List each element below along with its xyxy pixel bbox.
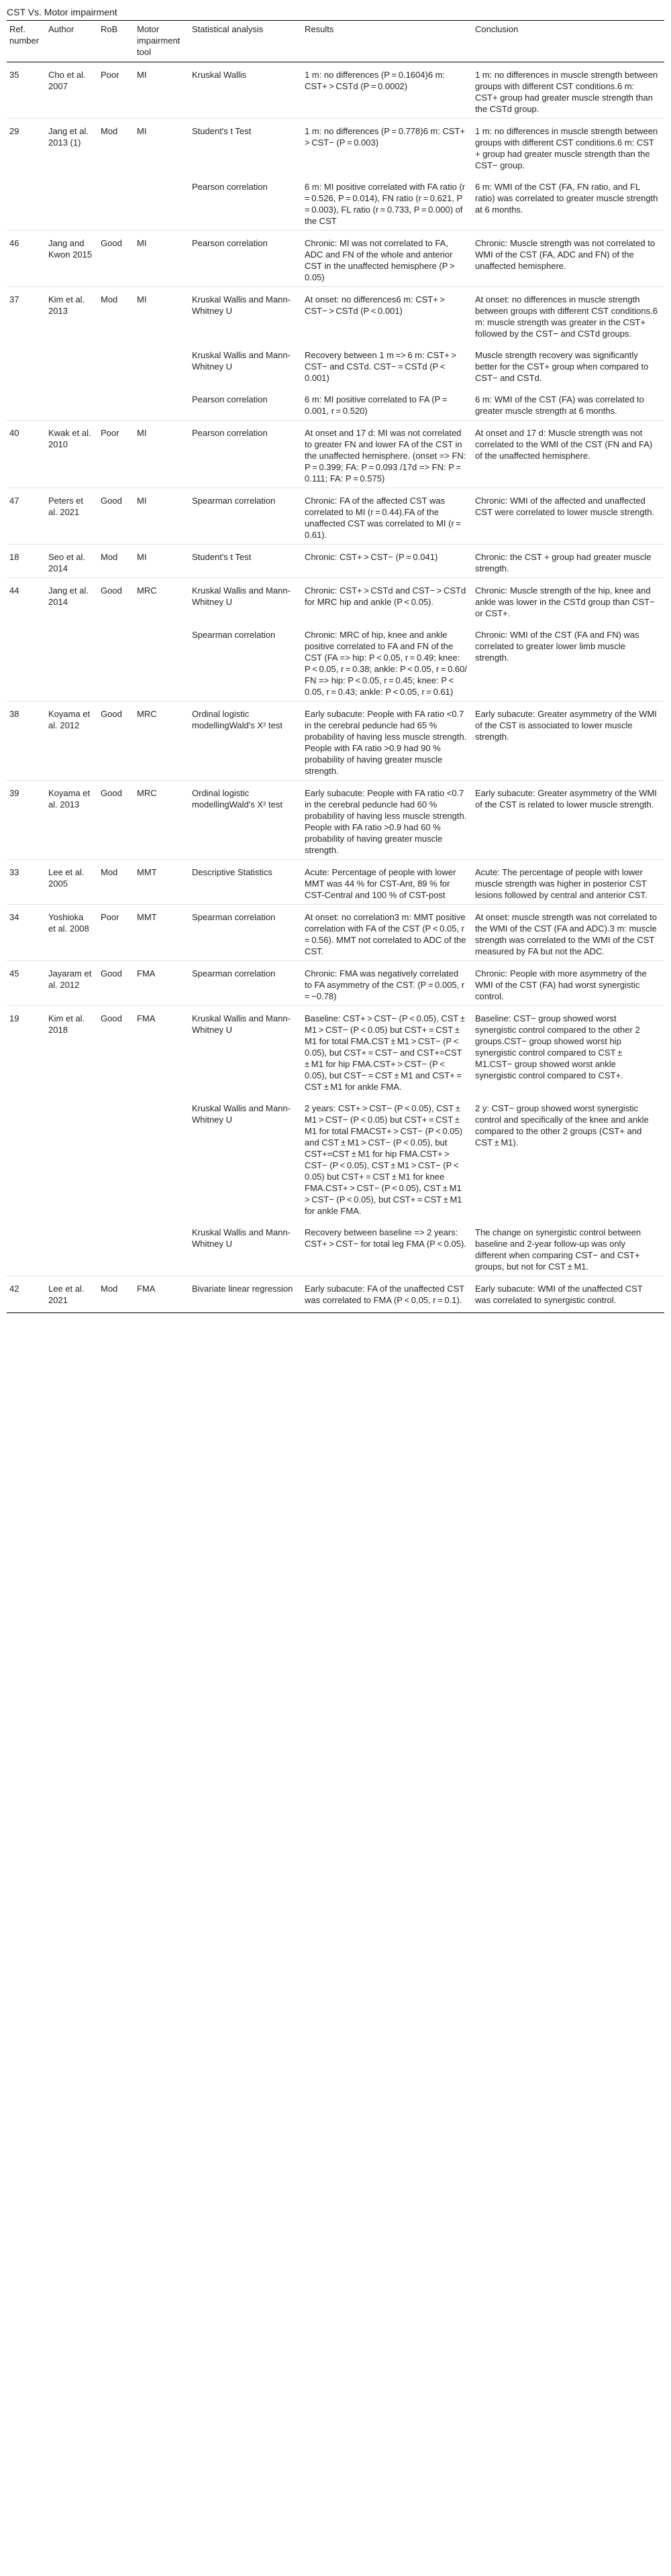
cell-ref-number: 18 [7,545,46,578]
cell-author [46,387,98,421]
cell-rob: Good [98,231,134,287]
cell-rob [98,343,134,387]
cell-tool [134,387,189,421]
table-row [7,62,664,119]
cell-tool [134,622,189,702]
cell-tool: FMA [134,961,189,1006]
table-caption: CST Vs. Motor impairment [7,5,664,21]
cell-statistical-analysis: Spearman correlation [189,488,302,545]
table-row [7,488,664,545]
table-row [7,387,664,421]
cell-results: 1 m: no differences (P = 0.778)6 m: CST+ > CST− (P = 0.003) [302,119,472,175]
cell-results: 6 m: MI positive correlated to FA (P = 0.001, r = 0.520) [305,394,450,416]
table-row [7,1006,664,1097]
cell-rob: Mod [98,287,134,343]
cell-tool: MI [134,119,189,175]
cell-rob [98,174,134,231]
cell-results: At onset: no correlation3 m: MMT positive correlation with FA of the CST (P < 0.05, r = 0.56). MMT not correlated to ADC of the CST. [302,905,472,961]
cell-conclusion: Early subacute: Greater asymmetry of the WMI of the CST is related to lower muscle strength. [472,781,664,860]
cell-author: Koyama et al. 2013 [46,781,98,860]
cell-rob [98,387,134,421]
cell-statistical-analysis: Kruskal Wallis and Mann-Whitney U [189,1006,302,1097]
cell-conclusion: Chronic: WMI of the CST (FA and FN) was correlated to greater lower limb muscle strength. [475,630,639,663]
cell-ref-number: 29 [7,119,46,175]
cell-results: 1 m: no differences (P = 0.1604)6 m: CST+ > CSTd (P = 0.0002) [302,62,472,119]
cell-tool: MI [134,545,189,578]
cell-rob [98,1096,134,1220]
cell-tool: MI [134,421,189,488]
cell-author: Yoshioka et al. 2008 [46,905,98,961]
table-row [7,781,664,860]
table-row [7,119,664,175]
table-row [7,343,664,387]
cell-ref-number: 47 [7,488,46,545]
cell-ref-number [7,387,46,421]
cell-statistical-analysis: Spearman correlation [189,961,302,1006]
cell-results: Chronic: CST+ > CST− (P = 0.041) [302,545,472,578]
cell-tool: FMA [134,1006,189,1097]
cell-results: Chronic: MI was not correlated to FA, ADC and FN of the whole and anterior CST in the unaffected hemisphere (P > 0.05) [302,231,472,287]
table-row [7,231,664,287]
cell-rob: Good [98,1006,134,1097]
cell-author: Kim et al. 2018 [46,1006,98,1097]
cell-statistical-analysis: Ordinal logistic modellingWald's X² test [189,781,302,860]
cell-results: Recovery between 1 m => 6 m: CST+ > CST− and CSTd. CST− = CSTd (P < 0.001) [305,350,458,383]
table-row [7,961,664,1006]
cell-ref-number: 42 [7,1276,46,1313]
cell-ref-number: 40 [7,421,46,488]
cell-results: Early subacute: People with FA ratio <0.7 in the cerebral peduncle had 65 % probability of having less muscle strength. People with FA ratio >0.9 had 90 % probability of having greater muscle strength. [302,702,472,781]
cell-results: Recovery between baseline => 2 years: CST+ > CST− for total leg FMA (P < 0.05). [305,1227,466,1249]
cell-tool [134,1220,189,1276]
cell-conclusion: Chronic: the CST + group had greater muscle strength. [472,545,664,578]
header-ref-number: Ref. number [7,21,46,62]
cell-results: At onset: no differences6 m: CST+ > CST− > CSTd (P < 0.001) [302,287,472,343]
cell-author: Lee et al. 2021 [46,1276,98,1313]
header-statistical-analysis: Statistical analysis [189,21,302,62]
cell-rob: Mod [98,1276,134,1313]
cell-statistical-analysis: Spearman correlation [192,630,276,640]
cell-statistical-analysis: Kruskal Wallis and Mann-Whitney U [192,1227,291,1249]
cell-conclusion: Chronic: Muscle strength was not correlated to WMI of the CST (FA, ADC and FN) of the unaffected hemisphere. [472,231,664,287]
table-row [7,174,664,231]
cell-rob: Mod [98,545,134,578]
cell-rob [98,622,134,702]
cell-rob: Poor [98,905,134,961]
cell-statistical-analysis: Ordinal logistic modellingWald's X² test [189,702,302,781]
cell-rob: Poor [98,421,134,488]
cell-conclusion: Acute: The percentage of people with lower muscle strength was higher in posterior CST lesions followed by central and anterior CST. [472,860,664,905]
table-row [7,622,664,702]
cell-tool [134,1096,189,1220]
cell-author: Jang et al. 2014 [46,578,98,623]
cell-conclusion: Chronic: People with more asymmetry of the WMI of the CST (FA) had worst synergistic control. [472,961,664,1006]
cell-conclusion: 6 m: WMI of the CST (FA) was correlated to greater muscle strength at 6 months. [475,394,644,416]
cell-ref-number [7,622,46,702]
cell-author: Kwak et al. 2010 [46,421,98,488]
cell-author [46,1220,98,1276]
table-row [7,1220,664,1276]
cell-author: Koyama et al. 2012 [46,702,98,781]
cell-ref-number: 45 [7,961,46,1006]
cell-ref-number: 38 [7,702,46,781]
table-row [7,905,664,961]
cell-results: Acute: Percentage of people with lower MMT was 44 % for CST-Ant, 89 % for CST-Central and 100 % of CST-post [302,860,472,905]
cell-conclusion: The change on synergistic control between baseline and 2-year follow-up was only different when comparing CST− and CST+ groups, but not for CST ± M1. [475,1227,641,1272]
cell-statistical-analysis: Kruskal Wallis and Mann-Whitney U [192,350,291,372]
cell-results: At onset and 17 d: MI was not correlated to greater FN and lower FA of the CST in the unaffected hemisphere. (onset => FN: P = 0.399; FA: P = 0.093 /17d => FN: P = 0.111; FA: P = 0.575) [302,421,472,488]
cell-author: Jang et al. 2013 (1) [46,119,98,175]
cell-rob: Poor [98,62,134,119]
table-body [7,62,664,1313]
cell-ref-number: 33 [7,860,46,905]
table-row [7,578,664,623]
cell-tool: MI [134,287,189,343]
cell-author [46,174,98,231]
cell-results: Chronic: FMA was negatively correlated to FA asymmetry of the CST. (P = 0.005, r = −0.78) [302,961,472,1006]
cell-tool: MI [134,231,189,287]
cell-ref-number: 35 [7,62,46,119]
cell-ref-number: 44 [7,578,46,623]
cell-statistical-analysis: Pearson correlation [189,421,302,488]
cell-results: Early subacute: FA of the unaffected CST was correlated to FMA (P < 0,05, r = 0.1). [302,1276,472,1313]
cell-conclusion: 1 m: no differences in muscle strength between groups with different CST conditions.6 m: CST+ group had greater muscle strength than the CSTd group. [472,62,664,119]
table-row [7,860,664,905]
cell-ref-number [7,1220,46,1276]
cell-tool: MRC [134,781,189,860]
cell-conclusion: Early subacute: WMI of the unaffected CST was correlated to synergistic control. [472,1276,664,1313]
cell-conclusion: Chronic: WMI of the affected and unaffected CST were correlated to lower muscle strength. [472,488,664,545]
header-rob: RoB [98,21,134,62]
cell-conclusion: Chronic: Muscle strength of the hip, knee and ankle was lower in the CSTd group than CST− or CST+. [472,578,664,623]
table-row [7,702,664,781]
cell-tool: MRC [134,578,189,623]
cell-author: Seo et al. 2014 [46,545,98,578]
cell-statistical-analysis: Pearson correlation [192,394,268,404]
cell-tool: MMT [134,860,189,905]
cell-results: Chronic: CST+ > CSTd and CST− > CSTd for MRC hip and ankle (P < 0.05). [302,578,472,623]
table-header-row [7,21,664,62]
cell-ref-number: 39 [7,781,46,860]
cell-rob: Mod [98,119,134,175]
cell-author: Cho et al. 2007 [46,62,98,119]
cell-rob: Good [98,488,134,545]
cell-tool: MRC [134,702,189,781]
results-table [7,21,664,1313]
cell-rob: Mod [98,860,134,905]
cell-conclusion: 1 m: no differences in muscle strength between groups with different CST conditions.6 m: CST + group had greater muscle strength than the CST− group. [472,119,664,175]
cell-results: Baseline: CST+ > CST− (P < 0.05), CST ± M1 > CST− (P < 0.05) but CST+ = CST ± M1 for total FMA.CST ± M1 > CST− (P < 0.05), but CST+ = CST− and CST+=CST ± M1 for hip FMA.CST+ > CST− (P < 0.05), but CST− = CST ± M1 and CST+ = CST ± M1 for ankle FMA. [302,1006,472,1097]
cell-conclusion: At onset: no differences in muscle strength between groups with different CST conditions.6 m: muscle strength was greater in the CST+ followed by the CST− and CSTd groups. [472,287,664,343]
cell-ref-number: 34 [7,905,46,961]
cell-conclusion: Early subacute: Greater asymmetry of the WMI of the CST is associated to lower muscle strength. [472,702,664,781]
cell-results: Early subacute: People with FA ratio <0.7 in the cerebral peduncle had 60 % probability of having less muscle strength. People with FA ratio >0.9 had 60 % probability of having greater muscle strength. [302,781,472,860]
cell-statistical-analysis: Pearson correlation [189,231,302,287]
cell-rob: Good [98,781,134,860]
cell-conclusion: 2 y: CST− group showed worst synergistic control and specifically of the knee and ankle compared to the other 2 groups (CST+ and CST ± M1). [475,1103,649,1147]
cell-author: Kim et al. 2013 [46,287,98,343]
cell-ref-number [7,343,46,387]
table-row [7,287,664,343]
cell-statistical-analysis: Kruskal Wallis and Mann-Whitney U [192,1103,291,1125]
cell-statistical-analysis: Kruskal Wallis and Mann-Whitney U [189,287,302,343]
cell-author [46,622,98,702]
cell-ref-number: 37 [7,287,46,343]
cell-ref-number [7,174,46,231]
table-row [7,1096,664,1220]
cell-tool: FMA [134,1276,189,1313]
cell-ref-number [7,1096,46,1220]
table-row [7,421,664,488]
cell-rob: Good [98,578,134,623]
cell-tool: MMT [134,905,189,961]
cell-rob: Good [98,961,134,1006]
header-results: Results [302,21,472,62]
cell-statistical-analysis: Spearman correlation [189,905,302,961]
cell-statistical-analysis: Kruskal Wallis [189,62,302,119]
cell-author [46,1096,98,1220]
table-row [7,1276,664,1313]
cell-conclusion: At onset: muscle strength was not correlated to the WMI of the CST (FA and ADC).3 m: muscle strength was correlated to the WMI of the CST measured by FA but not the ADC. [472,905,664,961]
cell-author: Jang and Kwon 2015 [46,231,98,287]
header-conclusion: Conclusion [472,21,664,62]
cell-conclusion: Baseline: CST− group showed worst synergistic control compared to the other 2 groups.CST− group showed worst hip synergistic control compared to CST ± M1.CST− group showed worst ankle synergistic control compared to CST+. [472,1006,664,1097]
cell-author: Peters et al. 2021 [46,488,98,545]
cell-results: Chronic: FA of the affected CST was correlated to MI (r = 0.44).FA of the unaffected CST was correlated to MI (r = 0.61). [302,488,472,545]
table-row [7,545,664,578]
cell-tool [134,343,189,387]
cell-author: Jayaram et al. 2012 [46,961,98,1006]
cell-results: Chronic: MRC of hip, knee and ankle positive correlated to FA and FN of the CST (FA => hip: P < 0.05, r = 0.49; knee: P < 0.05, r = 0.38; ankle: P < 0.05, r = 0.60/ FN => hip: P < 0.05, r = 0.45; knee: P < 0.05, r = 0.43; ankle: P < 0.05, r = 0.61) [305,630,467,697]
cell-conclusion: 6 m: WMI of the CST (FA, FN ratio, and FL ratio) was correlated to greater muscle strength at 6 months. [475,182,658,215]
cell-statistical-analysis: Student's t Test [189,545,302,578]
cell-results: 6 m: MI positive correlated with FA ratio (r = 0.526, P = 0.014), FN ratio (r = 0.621, P = 0.003), FL ratio (r = 0.733, P = 0.000) of the CST [305,182,467,226]
cell-tool: MI [134,488,189,545]
cell-statistical-analysis: Kruskal Wallis and Mann-Whitney U [189,578,302,623]
cell-author: Lee et al. 2005 [46,860,98,905]
cell-conclusion: At onset and 17 d: Muscle strength was not correlated to the WMI of the CST (FN and FA) of the unaffected hemisphere. [472,421,664,488]
cell-conclusion: Muscle strength recovery was significantly better for the CST+ group when compared to CST− and CSTd. [475,350,649,383]
cell-rob [98,1220,134,1276]
cell-statistical-analysis: Descriptive Statistics [189,860,302,905]
cell-ref-number: 46 [7,231,46,287]
cell-rob: Good [98,702,134,781]
cell-statistical-analysis: Student's t Test [189,119,302,175]
header-motor-impairment-tool: Motor impairment tool [134,21,189,62]
cell-statistical-analysis: Bivariate linear regression [189,1276,302,1313]
cell-tool: MI [134,62,189,119]
cell-author [46,343,98,387]
header-author: Author [46,21,98,62]
cell-ref-number: 19 [7,1006,46,1097]
cell-results: 2 years: CST+ > CST− (P < 0.05), CST ± M1 > CST− (P < 0.05) but CST+ = CST ± M1 for total FMACST+ > CST− (P < 0.05) and CST ± M1 > CST− (P < 0.05), but CST+=CST ± M1 for hip FMA.CST+ > CST− (P < 0.05), CST ± M1 > CST− (P < 0.05) but CST+ = CST ± M1 for knee FMA.CST+ > CST− (P < 0.05), CST ± M1 > CST− (P < 0.05), but CST+ = CST ± M1 for ankle FMA. [305,1103,464,1216]
cell-tool [134,174,189,231]
cell-statistical-analysis: Pearson correlation [192,182,268,192]
